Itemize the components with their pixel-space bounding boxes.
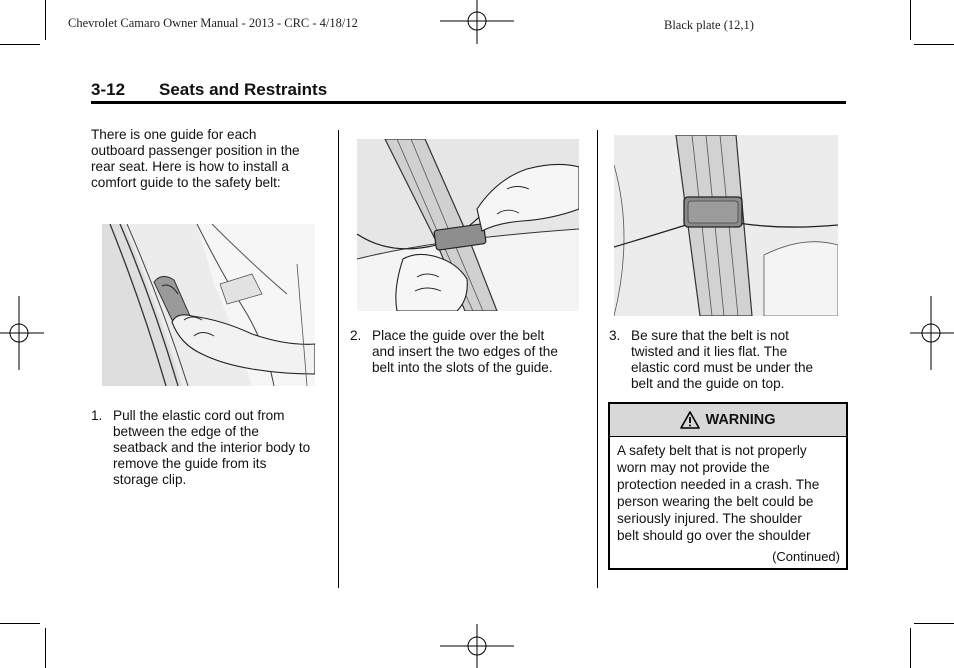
- step-1: [91, 408, 331, 488]
- text-line: and insert the two edges of the: [372, 344, 558, 359]
- header-rule: [91, 101, 846, 104]
- text-line: rear seat. Here is how to install a: [91, 159, 289, 174]
- registration-mark-icon: [440, 624, 514, 668]
- text-line: remove the guide from its: [113, 456, 267, 471]
- page-number: 3-12: [91, 80, 126, 99]
- crop-mark: [45, 0, 46, 40]
- text-line: protection needed in a crash. The: [617, 477, 820, 492]
- text-line: storage clip.: [113, 472, 187, 487]
- text-line: Pull the elastic cord out from: [113, 408, 285, 423]
- crop-mark: [910, 628, 911, 668]
- section-title: Seats and Restraints: [159, 80, 328, 99]
- step-number: 2.: [350, 328, 362, 343]
- warning-title: WARNING: [705, 412, 776, 428]
- warning-triangle-icon: [680, 411, 700, 429]
- step-2: [350, 328, 590, 376]
- column-divider: [338, 130, 339, 588]
- crop-mark: [914, 44, 954, 45]
- text-line: There is one guide for each: [91, 127, 257, 142]
- warning-body: [610, 437, 846, 544]
- text-line: A safety belt that is not properly: [617, 443, 807, 458]
- text-line: belt should go over the shoulder: [617, 528, 811, 543]
- text-line: elastic cord must be under the: [631, 360, 814, 375]
- crop-mark: [914, 623, 954, 624]
- text-line: seriously injured. The shoulder: [617, 511, 802, 526]
- crop-mark: [45, 628, 46, 668]
- belt-guide-installed-illustration: [614, 135, 838, 316]
- step-3: [609, 328, 845, 392]
- text-line: worn may not provide the: [617, 460, 770, 475]
- plate-info-right: Black plate (12,1): [664, 18, 754, 32]
- warning-box: [608, 402, 848, 570]
- step-number: 1.: [91, 408, 103, 423]
- text-line: comfort guide to the safety belt:: [91, 175, 281, 190]
- warning-header: [610, 404, 846, 437]
- section-header: [91, 80, 327, 100]
- seatback-guide-illustration: [102, 224, 315, 386]
- belt-guide-insert-illustration: [357, 139, 579, 311]
- crop-mark: [0, 623, 40, 624]
- plate-info-left: Chevrolet Camaro Owner Manual - 2013 - CRC - 4/18/12: [68, 16, 358, 30]
- text-line: seatback and the interior body to: [113, 440, 311, 455]
- column-divider: [597, 130, 598, 588]
- text-line: belt into the slots of the guide.: [372, 360, 553, 375]
- registration-mark-icon: [910, 296, 954, 370]
- crop-mark: [0, 44, 40, 45]
- text-line: belt and the guide on top.: [631, 376, 785, 391]
- text-line: Be sure that the belt is not: [631, 328, 789, 343]
- registration-mark-icon: [440, 0, 514, 44]
- text-line: twisted and it lies flat. The: [631, 344, 788, 359]
- continued-label: (Continued): [772, 549, 840, 564]
- crop-mark: [910, 0, 911, 40]
- intro-paragraph: [91, 127, 331, 191]
- registration-mark-icon: [0, 296, 44, 370]
- text-line: between the edge of the: [113, 424, 259, 439]
- step-number: 3.: [609, 328, 621, 343]
- text-line: Place the guide over the belt: [372, 328, 545, 343]
- text-line: outboard passenger position in the: [91, 143, 300, 158]
- text-line: person wearing the belt could be: [617, 494, 814, 509]
